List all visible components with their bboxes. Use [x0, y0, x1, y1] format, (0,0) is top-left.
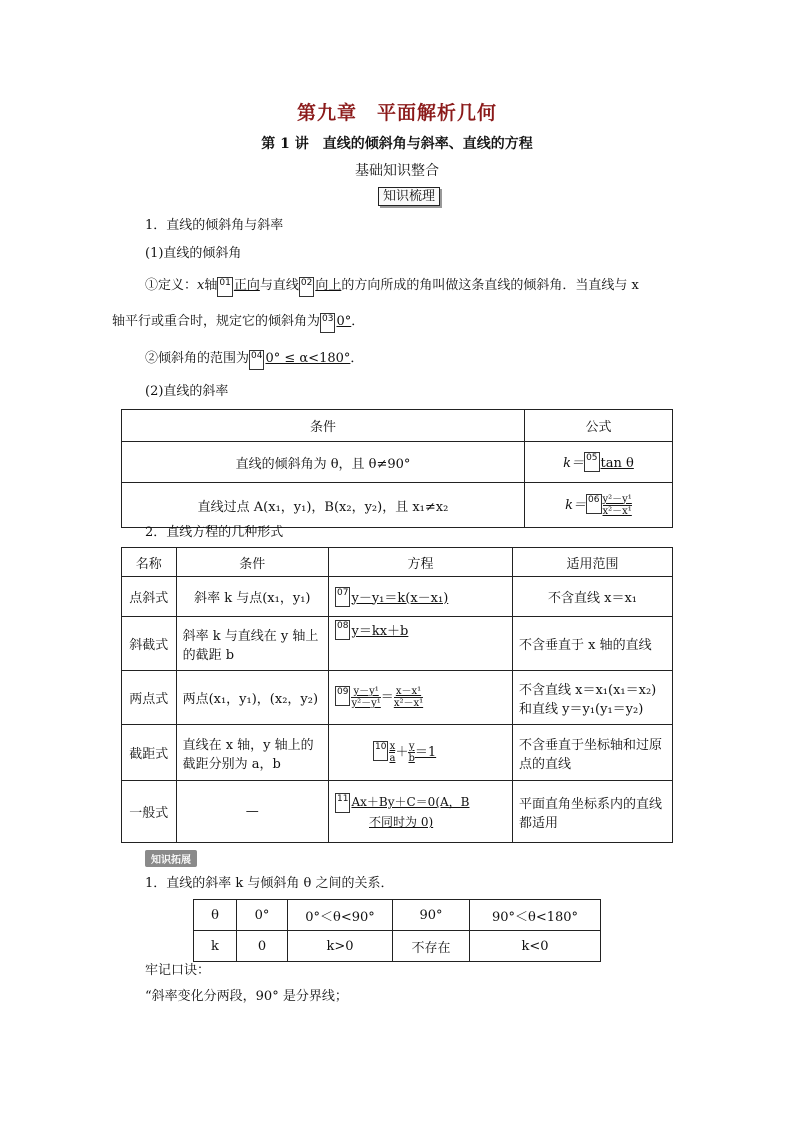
blank-marker-08: 08: [335, 620, 350, 640]
cell-k: k>0: [288, 931, 393, 962]
table-row-equation: 11 Ax＋By＋C＝0(A，B 不同时为 0): [329, 781, 513, 843]
table-row-equation: 09 $\frac{\text{y－y¹}}{\text{y²－y¹}}$ ＝ $\frac{\text{x－x¹}}{\text{x²－x¹}}$: [329, 671, 513, 725]
cell-theta: 90°: [393, 900, 470, 931]
line-equation-forms-table: [121, 547, 673, 843]
answer-05: tan θ: [600, 456, 634, 471]
header-formula: 公式: [525, 410, 673, 442]
header-scope: 适用范围: [513, 548, 673, 577]
subheading-slope: (2)直线的斜率: [145, 384, 229, 399]
knowledge-box-title: 知识梳理: [378, 187, 440, 206]
slope-angle-relation-table: [193, 899, 601, 962]
answer-11: Ax＋By＋C＝0(A，B: [351, 795, 470, 809]
cell-angle-formula: k＝ 05 tan θ: [525, 442, 673, 483]
answer-08: y＝kx＋b: [351, 624, 409, 639]
table-row-name: 斜截式: [122, 617, 177, 671]
table-row-condition: 直线在 x 轴，y 轴上的截距分别为 a，b: [176, 725, 328, 781]
extension-heading: 1．直线的斜率 k 与倾斜角 θ 之间的关系．: [145, 876, 394, 891]
table-row-scope: 不含垂直于 x 轴的直线: [513, 617, 673, 671]
table-row-name: 点斜式: [122, 577, 177, 617]
table-row-name: 截距式: [122, 725, 177, 781]
cell-theta: 0°: [237, 900, 288, 931]
table-row-scope: 平面直角坐标系内的直线都适用: [513, 781, 673, 843]
cell-k: k<0: [470, 931, 601, 962]
cell-theta: 90°＜θ<180°: [470, 900, 601, 931]
blank-marker-11: 11: [335, 793, 350, 813]
range-line: ②倾斜角的范围为 04 0° ≤ α<180°．: [145, 350, 363, 370]
header-condition: 条件: [176, 548, 328, 577]
table-row-scope: 不含直线 x＝x₁(x₁＝x₂)和直线 y＝y₁(y₁＝y₂): [513, 671, 673, 725]
table-row-condition: 斜率 k 与直线在 y 轴上的截距 b: [176, 617, 328, 671]
blank-marker-10: 10: [373, 741, 388, 761]
cell-theta-label: θ: [194, 900, 237, 931]
answer-04: 0° ≤ α<180°: [265, 351, 351, 366]
definition-line-1: ①定义：x轴 01 正向与直线 02 向上的方向所成的角叫做这条直线的倾斜角．当直线与 x: [145, 277, 639, 297]
blank-marker-04: 04: [249, 350, 264, 370]
table-row-equation: 10 $\frac{x}{a}$ ＋ $\frac{y}{b}$ ＝1: [329, 725, 513, 781]
cell-points-condition: 直线过点 A(x₁，y₁)，B(x₂，y₂)，且 x₁≠x₂: [122, 483, 525, 528]
definition-line-2: 轴平行或重合时，规定它的倾斜角为 03 0°．: [112, 313, 364, 333]
header-equation: 方程: [329, 548, 513, 577]
answer-07: y－y₁＝k(x－x₁): [351, 590, 449, 606]
table-row-name: 一般式: [122, 781, 177, 843]
memo-label: 牢记口诀：: [145, 963, 211, 978]
blank-marker-06: 06: [586, 494, 601, 514]
cell-points-formula: k＝ 06 $\frac{\text{y²－y¹}}{\text{x²－x¹}}$: [525, 483, 673, 528]
cell-k: 0: [237, 931, 288, 962]
answer-01: 正向: [233, 278, 260, 293]
table-row-scope: 不含直线 x＝x₁: [513, 577, 673, 617]
table-row-scope: 不含垂直于坐标轴和过原点的直线: [513, 725, 673, 781]
slope-table: [121, 409, 673, 528]
blank-marker-03: 03: [320, 313, 335, 333]
cell-theta: 0°＜θ<90°: [288, 900, 393, 931]
table-row-condition: 斜率 k 与点(x₁，y₁): [176, 577, 328, 617]
table-row-equation: [329, 577, 513, 617]
answer-06: $\frac{\text{y²－y¹}}{\text{x²－x¹}}$: [602, 493, 632, 517]
cell-k: 不存在: [393, 931, 470, 962]
blank-marker-01: 01: [217, 277, 232, 297]
blank-marker-02: 02: [299, 277, 314, 297]
chapter-title: 第九章 平面解析几何: [296, 102, 497, 124]
table-row-name: 两点式: [122, 671, 177, 725]
answer-02: 向上: [315, 278, 342, 293]
table-row-equation: [329, 617, 513, 671]
blank-marker-09: 09: [335, 686, 350, 706]
memo-quote: “斜率变化分两段，90° 是分界线；: [145, 989, 348, 1004]
heading-1: 1．直线的倾斜角与斜率: [145, 218, 284, 233]
header-name: 名称: [122, 548, 177, 577]
knowledge-extension-tag: 知识拓展: [145, 850, 197, 867]
lesson-title: 第 1 讲 直线的倾斜角与斜率、直线的方程: [261, 136, 533, 152]
blank-marker-05: 05: [584, 452, 599, 472]
table-row-condition: 两点(x₁，y₁)，(x₂，y₂): [176, 671, 328, 725]
blank-marker-07: 07: [335, 587, 350, 607]
section-title: 基础知识整合: [355, 163, 439, 179]
table-row-condition: —: [176, 781, 328, 843]
cell-angle-condition: 直线的倾斜角为 θ，且 θ≠90°: [122, 442, 525, 483]
heading-2: 2．直线方程的几种形式: [145, 525, 284, 540]
subheading-inclination: (1)直线的倾斜角: [145, 246, 242, 261]
cell-k-label: k: [194, 931, 237, 962]
header-condition: 条件: [122, 410, 525, 442]
answer-03: 0°: [336, 314, 352, 329]
